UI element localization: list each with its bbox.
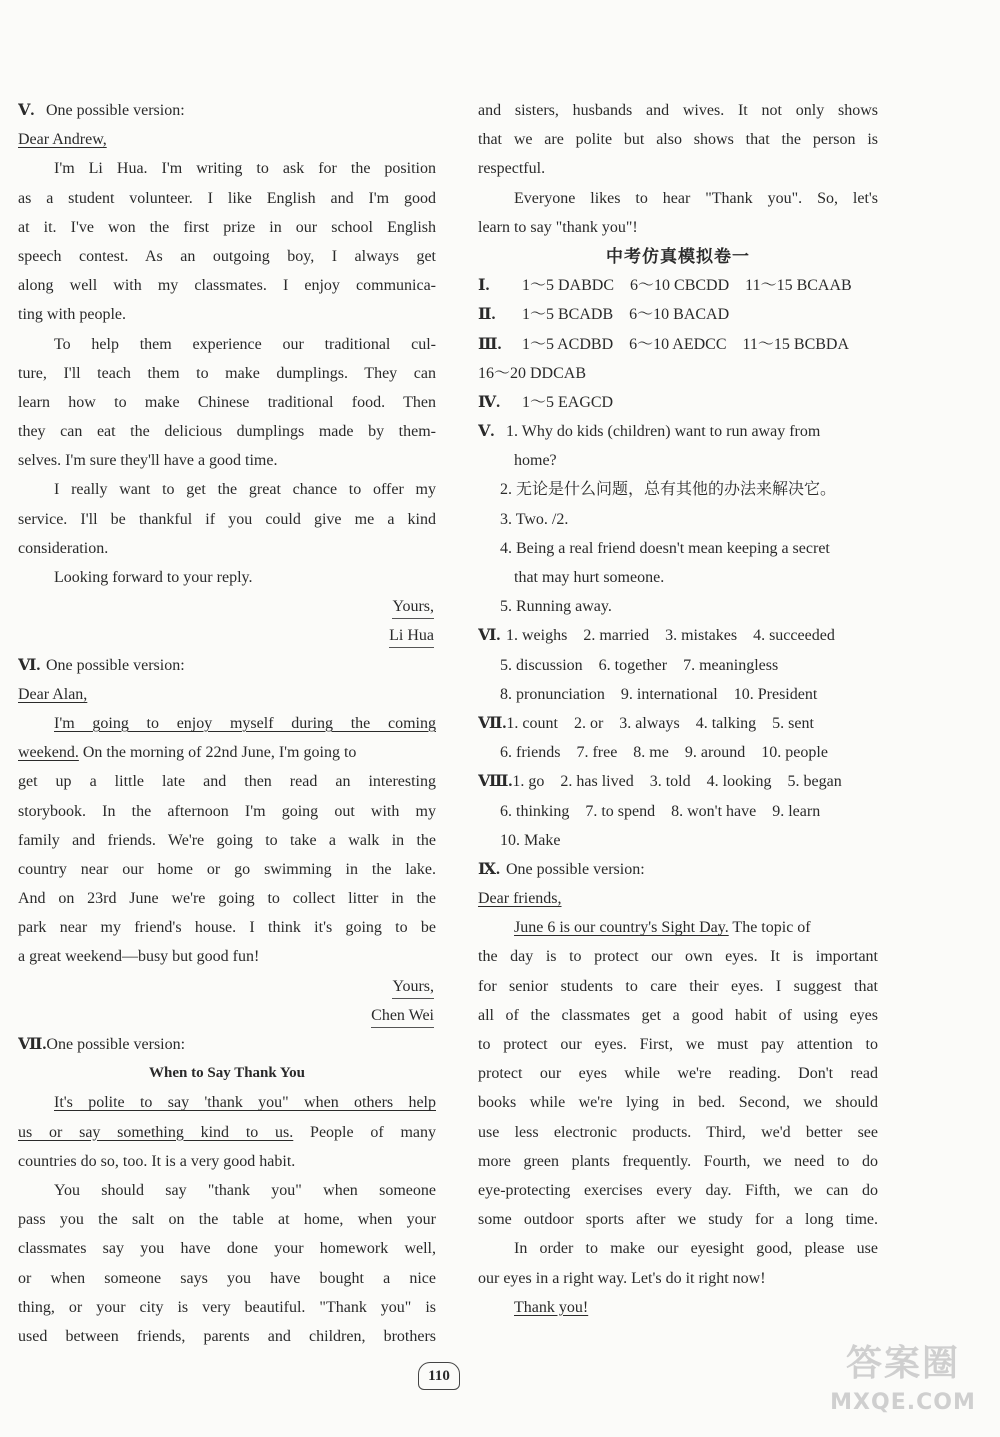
vocab7-row: Ⅶ.1. count 2. or 3. always 4. talking 5. sent	[478, 714, 814, 732]
letter2-line: park near my friend's house. I think it's going to be	[18, 919, 436, 937]
letter2-line: get up a little late and then read an interesting	[18, 773, 436, 791]
essay-continued-line: Everyone likes to hear "Thank you". So, let's	[514, 189, 878, 207]
reading-q2: 2. 无论是什么问题，总有其他的办法来解决它。	[500, 481, 837, 499]
letter1-signature: Li Hua	[18, 621, 436, 650]
letter2-line: I'm going to enjoy myself during the coming	[54, 714, 436, 732]
essay-line: us or say something kind to us. People of many	[18, 1123, 436, 1141]
section-9-heading: Ⅸ. One possible version:	[478, 860, 645, 878]
watermark-bottom: MXQE.COM	[830, 1390, 976, 1415]
letter1-line: selves. I'm sure they'll have a good time.	[18, 452, 278, 470]
letter1-line: I really want to get the great chance to offer my	[54, 481, 436, 499]
watermark-logo	[818, 1341, 988, 1431]
left-column	[18, 96, 436, 1351]
essay-line: countries do so, too. It is a very good habit.	[18, 1152, 296, 1170]
letter1-line: service. I'll be thankful if you could give me a kind	[18, 510, 436, 528]
letter2-greeting: Dear Alan,	[18, 685, 88, 703]
letter1-line: speech contest. As an outgoing boy, I always get	[18, 247, 436, 265]
reading-q3: 3. Two. /2.	[500, 510, 569, 528]
letter2-line: family and friends. We're going to take a walk in the	[18, 831, 436, 849]
letter1-line: at it. I've won the first prize in our school English	[18, 218, 436, 236]
letter3-line: eye-protecting exercises every day. Fifth, we can do	[478, 1181, 878, 1199]
essay-line: used between friends, parents and children, brothers	[18, 1327, 436, 1345]
letter2-line: storybook. In the afternoon I'm going out with my	[18, 802, 436, 820]
letter2-line: a great weekend—busy but good fun!	[18, 948, 260, 966]
letter3-line: In order to make our eyesight good, please use	[514, 1240, 878, 1258]
letter1-line: along well with my classmates. I enjoy communica-	[18, 277, 436, 295]
section-5-heading: Ⅴ. One possible version:	[18, 102, 185, 119]
letter3-line: use less electronic products. Third, we'd better see	[478, 1123, 878, 1141]
reading-q4: 4. Being a real friend doesn't mean keeping a secret	[500, 539, 830, 557]
letter3-line: the day is to protect our own eyes. It is important	[478, 948, 878, 966]
letter1-line: To help them experience our traditional cul-	[54, 335, 436, 353]
answer-row-2: Ⅱ. 1～5 BCADB 6～10 BACAD	[478, 306, 730, 324]
vocab8-row: 6. thinking 7. to spend 8. won't have 9. learn	[500, 802, 821, 820]
letter3-greeting: Dear friends,	[478, 890, 562, 908]
vocab7-row: 6. friends 7. free 8. me 9. around 10. people	[500, 744, 828, 762]
answer-row-4: Ⅳ. 1～5 EAGCD	[478, 393, 614, 411]
exam-title: 中考仿真模拟卷一	[606, 246, 750, 266]
essay-line: classmates say you have done your homework well,	[18, 1240, 436, 1258]
vocab6-row: Ⅵ. 1. weighs 2. married 3. mistakes 4. succeeded	[478, 627, 835, 645]
letter3-line: some outdoor sports after we study for a long time.	[478, 1211, 878, 1229]
letter1-line: ting with people.	[18, 306, 126, 324]
letter3-line: books while we're lying in bed. Second, we should	[478, 1094, 878, 1112]
answer-row-1: Ⅰ. 1～5 DABDC 6～10 CBCDD 11～15 BCAAB	[478, 277, 852, 295]
answer-row-3b: 16～20 DDCAB	[478, 364, 587, 382]
answer-row-3: Ⅲ. 1～5 ACDBD 6～10 AEDCC 11～15 BCBDA	[478, 335, 850, 353]
essay-title: When to Say Thank You	[149, 1065, 305, 1082]
essay-continued-line: and sisters, husbands and wives. It not only shows	[478, 102, 878, 119]
letter1-line: I'm Li Hua. I'm writing to ask for the position	[54, 160, 436, 178]
section-6-heading: Ⅵ. One possible version:	[18, 656, 185, 674]
letter1-closing: Yours,	[18, 592, 436, 621]
letter3-line: more green plants frequently. Fourth, we need to do	[478, 1152, 878, 1170]
essay-line: pass you the salt on the table at home, when your	[18, 1211, 436, 1229]
section-7-heading: Ⅶ.One possible version:	[18, 1036, 186, 1053]
reading-q1: Ⅴ. 1. Why do kids (children) want to run away from	[478, 423, 821, 441]
watermark-top: 答案圈	[845, 1343, 960, 1384]
letter1-line: they can eat the delicious dumplings made by them-	[18, 423, 436, 441]
right-column	[478, 96, 878, 1322]
letter3-line: to protect our eyes. First, we must pay attention to	[478, 1036, 878, 1053]
page-number: 110	[418, 1362, 460, 1390]
letter2-signature: Chen Wei	[18, 1001, 436, 1030]
essay-continued-line: that we are polite but also shows that the person is	[478, 131, 878, 149]
vocab8-row: Ⅷ.1. go 2. has lived 3. told 4. looking 5. began	[478, 773, 842, 791]
letter3-line: all of the classmates get a good habit of using eyes	[478, 1006, 878, 1024]
letter1-line: as a student volunteer. I like English and I'm good	[18, 189, 436, 207]
reading-q1b: home?	[514, 452, 557, 470]
reading-q5: 5. Running away.	[500, 598, 612, 616]
letter1-line: ture, I'll teach them to make dumplings. They can	[18, 364, 436, 382]
letter3-closing: Thank you!	[514, 1298, 589, 1316]
letter2-line: And on 23rd June we're going to collect litter in the	[18, 890, 436, 908]
letter1-line: consideration.	[18, 539, 109, 557]
letter2-closing: Yours,	[18, 972, 436, 1001]
essay-continued-line: learn to say "thank you"!	[478, 218, 638, 236]
letter3-line: our eyes in a right way. Let's do it right now!	[478, 1269, 766, 1287]
essay-continued-line: respectful.	[478, 160, 546, 178]
essay-line: You should say "thank you" when someone	[54, 1181, 436, 1199]
letter1-line: Looking forward to your reply.	[54, 569, 253, 586]
letter2-line: weekend. On the morning of 22nd June, I'm going to	[18, 744, 357, 762]
essay-line: thing, or your city is very beautiful. "Thank you" is	[18, 1298, 436, 1316]
reading-q4b: that may hurt someone.	[514, 569, 665, 586]
essay-line: It's polite to say 'thank you" when others help	[54, 1094, 436, 1112]
letter2-line: country near our home or go swimming in the lake.	[18, 860, 436, 878]
letter3-line: for senior students to care their eyes. I suggest that	[478, 977, 878, 995]
letter3-line: June 6 is our country's Sight Day. The topic of	[514, 919, 811, 937]
vocab6-row: 8. pronunciation 9. international 10. President	[500, 685, 818, 703]
essay-line: or when someone says you have bought a nice	[18, 1269, 436, 1287]
vocab6-row: 5. discussion 6. together 7. meaningless	[500, 656, 779, 674]
letter3-line: protect our eyes while we're reading. Don't read	[478, 1065, 878, 1083]
letter1-greeting: Dear Andrew,	[18, 131, 107, 149]
letter1-line: learn how to make Chinese traditional food. Then	[18, 393, 436, 411]
vocab8-row: 10. Make	[500, 831, 561, 849]
